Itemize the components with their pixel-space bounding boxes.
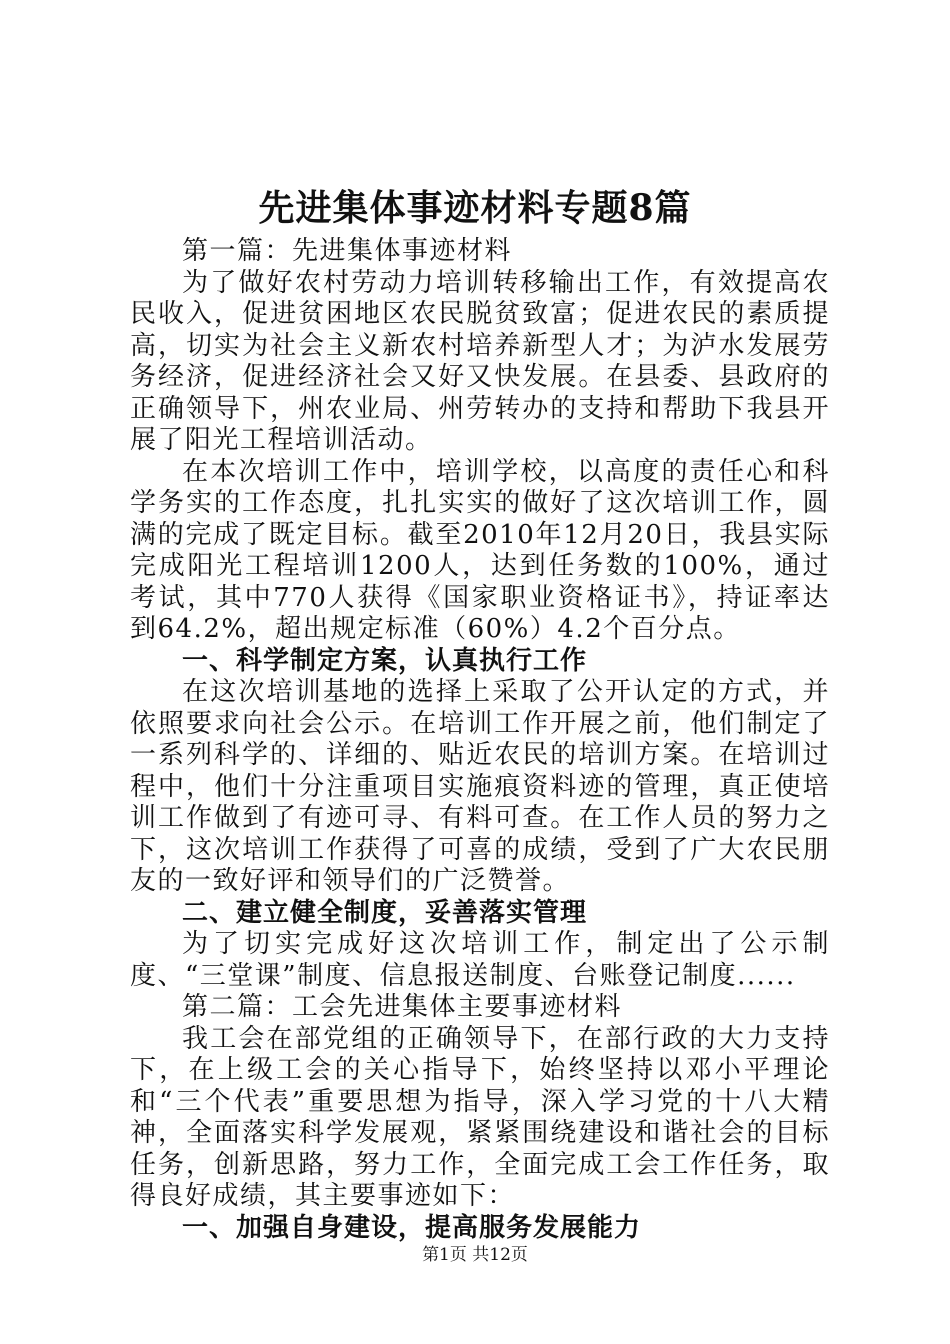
section-heading: 二、建立健全制度，妥善落实管理	[182, 897, 588, 928]
paragraph: 为了做好农村劳动力培训转移输出工作，有效提高农民收入，促进贫困地区农民脱贫致富；促进农民的素质提高，切实为社会主义新农村培养新型人才；为泸水发展劳务经济，促进经济社会又好又快发展。在县委、县政府的正确领导下，州农业局、州劳转办的支持和帮助下我县开展了阳光工程培训活动。	[130, 267, 830, 455]
paragraph: 在本次培训工作中，培训学校，以高度的责任心和科学务实的工作态度，扎扎实实的做好了这次培训工作，圆满的完成了既定目标。截至2010年12月20日，我县实际完成阳光工程培训1200人，达到任务数的100%，通过考试，其中770人获得《国家职业资格证书》，持证率达到64.2%，超出规定标准（60%）4.2个百分点。	[130, 456, 830, 644]
paragraph: 为了切实完成好这次培训工作，制定出了公示制度、“三堂课”制度、信息报送制度、台账登记制度......	[130, 929, 830, 991]
document-body	[130, 236, 830, 1244]
paragraph: 在这次培训基地的选择上采取了公开认定的方式，并依照要求向社会公示。在培训工作开展之前，他们制定了一系列科学的、详细的、贴近农民的培训方案。在培训过程中，他们十分注重项目实施痕资料迹的管理，真正使培训工作做到了有迹可寻、有料可查。在工作人员的努力之下，这次培训工作获得了可喜的成绩，受到了广大农民朋友的一致好评和领导们的广泛赞誉。	[130, 677, 830, 896]
paragraph: 我工会在部党组的正确领导下，在部行政的大力支持下，在上级工会的关心指导下，始终坚持以邓小平理论和“三个代表”重要思想为指导，深入学习党的十八大精神，全面落实科学发展观，紧紧围绕建设和谐社会的目标任务，创新思路，努力工作，全面完成工会工作任务，取得良好成绩，其主要事迹如下：	[130, 1023, 830, 1211]
section-label: 第二篇：工会先进集体主要事迹材料	[182, 992, 623, 1022]
section-heading: 一、加强自身建设，提高服务发展能力	[182, 1212, 642, 1243]
section-heading: 一、科学制定方案，认真执行工作	[182, 645, 588, 676]
section-label: 第一篇：先进集体事迹材料	[182, 236, 513, 266]
document-title: 先进集体事迹材料专题8篇	[258, 187, 692, 229]
page-footer: 第1页 共12页	[422, 1245, 528, 1265]
